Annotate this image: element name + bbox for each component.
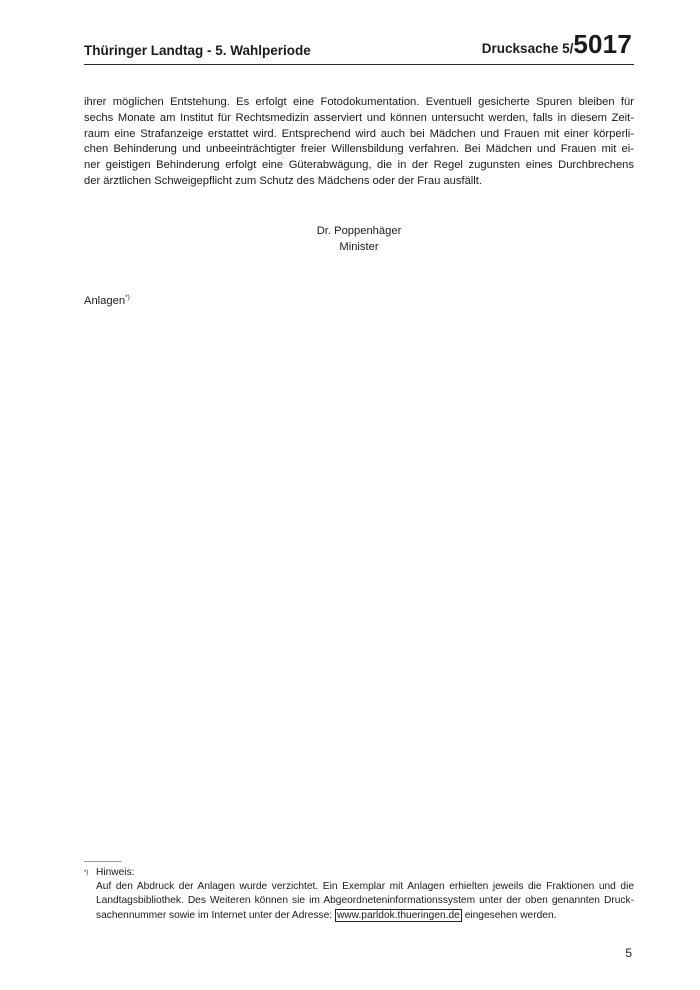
footnote-line: [96, 909, 634, 923]
body-paragraph: [84, 95, 634, 190]
website-link[interactable]: www.parldok.thueringen.de: [336, 909, 460, 921]
footnote: [84, 866, 634, 923]
signatory-name: Dr. Poppenhäger: [316, 225, 402, 237]
attachments-footnote-mark: *): [125, 294, 130, 301]
footnote-line: Auf den Abdruck der Anlagen wurde verzichtet. Ein Exemplar mit Anlagen erhielten jeweils die Fraktionen und die: [96, 881, 634, 893]
page-number: 5: [625, 946, 632, 960]
paragraph-line: ihrer möglichen Entstehung. Es erfolgt eine Fotodokumentation. Eventuell gesicherte Spuren bleiben für: [84, 96, 634, 108]
footnote-body: [96, 866, 634, 923]
footnote-line: Landtagsbibliothek. Des Weiteren können sie im Abgeordneteninformationssystem unter der oben genannten Druck-: [96, 895, 634, 907]
footnote-text: eingesehen werden.: [461, 909, 557, 921]
page-header: [84, 30, 634, 65]
footnote-mark: *): [84, 870, 89, 876]
footnote-divider: [84, 861, 121, 862]
footnote-heading: Hinweis:: [96, 867, 135, 878]
signatory-title: Minister: [339, 240, 379, 253]
paragraph-line: chen Behinderung und unbeeinträchtigter freier Willensbildung verfahren. Bei Mädchen und Frauen mit ei-: [84, 143, 634, 156]
paragraph-line: raum eine Strafanzeige erstattet wird. Entsprechend wird auch bei Mädchen und Frauen mit einer körperli-: [84, 127, 634, 140]
signature-block: [84, 224, 634, 255]
footnote-text: sachennummer sowie im Internet unter der Adresse:: [96, 909, 335, 921]
attachments-line: [84, 294, 130, 307]
document-number-prefix: Drucksache 5/: [481, 41, 574, 56]
document-number-value: 5017: [573, 29, 632, 59]
attachments-label: Anlagen: [84, 295, 126, 307]
paragraph-line: ner geistigen Behinderung erfolgt eine Güterabwägung, die in der Regel zugunsten eines Durchbrechens: [84, 159, 634, 172]
parliament-title: Thüringer Landtag - 5. Wahlperiode: [84, 43, 311, 58]
paragraph-line: sechs Monate am Institut für Rechtsmedizin asserviert und können untersucht werden, falls in diesem Zeit-: [84, 111, 634, 124]
paragraph-line: der ärztlichen Schweigepflicht zum Schutz des Mädchens oder der Frau ausfällt.: [84, 174, 482, 187]
document-number: [482, 29, 632, 60]
